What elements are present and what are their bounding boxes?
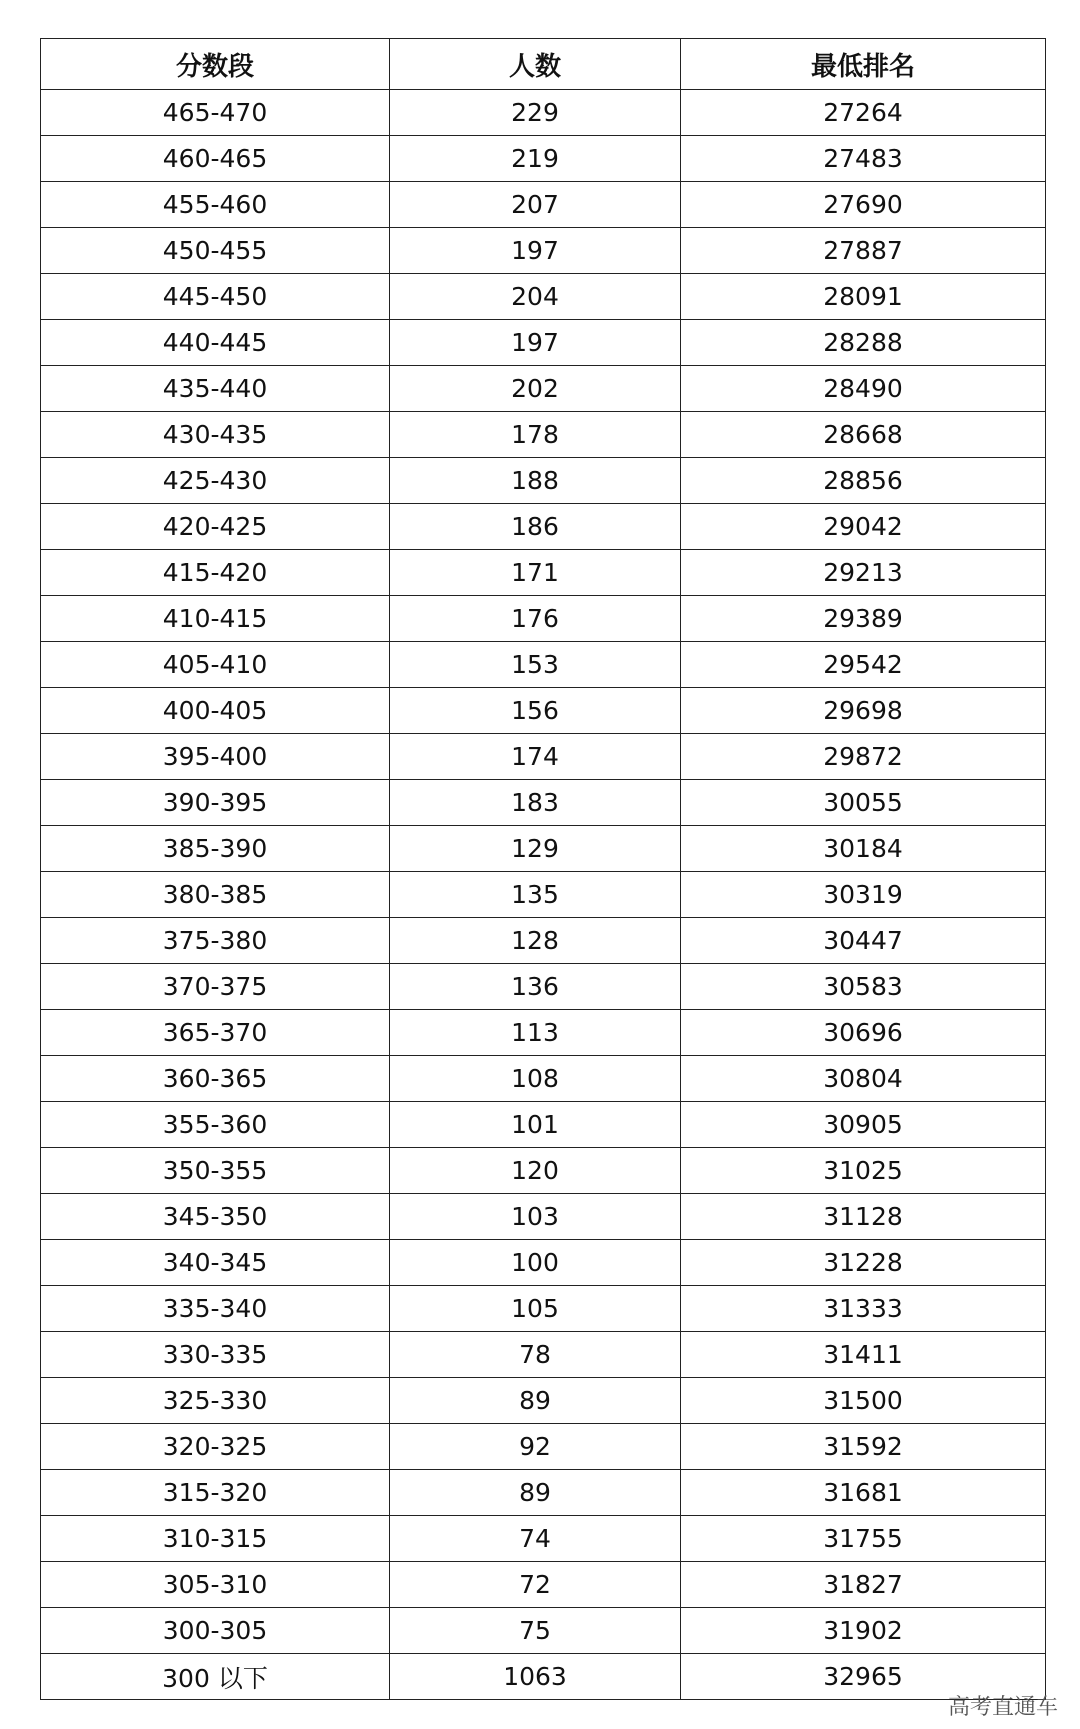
header-count: 人数: [390, 39, 681, 90]
cell-count: 105: [390, 1286, 681, 1332]
cell-score-range: 345-350: [41, 1194, 390, 1240]
cell-count: 89: [390, 1378, 681, 1424]
table-row: [41, 1378, 1046, 1424]
cell-score-range: 380-385: [41, 872, 390, 918]
cell-score-range: 365-370: [41, 1010, 390, 1056]
table-row: [41, 366, 1046, 412]
cell-lowest-rank: 29389: [681, 596, 1046, 642]
cell-score-range: 390-395: [41, 780, 390, 826]
score-rank-table: [40, 38, 1046, 1700]
cell-lowest-rank: 31025: [681, 1148, 1046, 1194]
cell-lowest-rank: 28091: [681, 274, 1046, 320]
cell-count: 207: [390, 182, 681, 228]
cell-count: 156: [390, 688, 681, 734]
table-row: [41, 1516, 1046, 1562]
table-row: [41, 274, 1046, 320]
cell-count: 113: [390, 1010, 681, 1056]
cell-count: 183: [390, 780, 681, 826]
cell-lowest-rank: 27887: [681, 228, 1046, 274]
cell-count: 153: [390, 642, 681, 688]
cell-score-range: 350-355: [41, 1148, 390, 1194]
cell-score-range: 385-390: [41, 826, 390, 872]
cell-lowest-rank: 28490: [681, 366, 1046, 412]
table-row: [41, 1010, 1046, 1056]
cell-lowest-rank: 30184: [681, 826, 1046, 872]
cell-lowest-rank: 30696: [681, 1010, 1046, 1056]
table-row: [41, 734, 1046, 780]
cell-lowest-rank: 27690: [681, 182, 1046, 228]
cell-count: 100: [390, 1240, 681, 1286]
cell-score-range: 465-470: [41, 90, 390, 136]
table-body: [41, 90, 1046, 1700]
table-row: [41, 1102, 1046, 1148]
table-row: [41, 504, 1046, 550]
table-row: [41, 1562, 1046, 1608]
table-row: [41, 412, 1046, 458]
header-lowest-rank: 最低排名: [681, 39, 1046, 90]
table-row: [41, 228, 1046, 274]
cell-score-range: 315-320: [41, 1470, 390, 1516]
cell-lowest-rank: 29213: [681, 550, 1046, 596]
table-row: [41, 642, 1046, 688]
cell-count: 129: [390, 826, 681, 872]
cell-score-range: 400-405: [41, 688, 390, 734]
cell-count: 188: [390, 458, 681, 504]
cell-score-range: 300-305: [41, 1608, 390, 1654]
cell-count: 128: [390, 918, 681, 964]
cell-count: 229: [390, 90, 681, 136]
cell-score-range: 430-435: [41, 412, 390, 458]
cell-lowest-rank: 30055: [681, 780, 1046, 826]
table-row: [41, 1194, 1046, 1240]
cell-lowest-rank: 30905: [681, 1102, 1046, 1148]
cell-score-range: 410-415: [41, 596, 390, 642]
cell-count: 101: [390, 1102, 681, 1148]
table-row: [41, 1470, 1046, 1516]
cell-lowest-rank: 27483: [681, 136, 1046, 182]
cell-score-range: 460-465: [41, 136, 390, 182]
table-row: [41, 688, 1046, 734]
table-row: [41, 1332, 1046, 1378]
table-row: [41, 1424, 1046, 1470]
cell-score-range: 370-375: [41, 964, 390, 1010]
cell-lowest-rank: 27264: [681, 90, 1046, 136]
table-row: [41, 872, 1046, 918]
table-row: [41, 1608, 1046, 1654]
cell-lowest-rank: 28288: [681, 320, 1046, 366]
cell-count: 136: [390, 964, 681, 1010]
table-row: [41, 136, 1046, 182]
cell-score-range: 355-360: [41, 1102, 390, 1148]
cell-count: 120: [390, 1148, 681, 1194]
cell-lowest-rank: 30319: [681, 872, 1046, 918]
cell-lowest-rank: 29042: [681, 504, 1046, 550]
cell-count: 1063: [390, 1654, 681, 1700]
cell-count: 197: [390, 228, 681, 274]
cell-score-range: 300 以下: [41, 1654, 390, 1700]
cell-score-range: 395-400: [41, 734, 390, 780]
cell-score-range: 420-425: [41, 504, 390, 550]
table-row: [41, 90, 1046, 136]
table-row: [41, 1654, 1046, 1700]
cell-score-range: 320-325: [41, 1424, 390, 1470]
cell-lowest-rank: 32965: [681, 1654, 1046, 1700]
cell-count: 72: [390, 1562, 681, 1608]
table-row: [41, 918, 1046, 964]
cell-lowest-rank: 29872: [681, 734, 1046, 780]
cell-lowest-rank: 30583: [681, 964, 1046, 1010]
cell-count: 204: [390, 274, 681, 320]
cell-score-range: 455-460: [41, 182, 390, 228]
cell-score-range: 415-420: [41, 550, 390, 596]
table-row: [41, 1240, 1046, 1286]
cell-score-range: 330-335: [41, 1332, 390, 1378]
cell-score-range: 425-430: [41, 458, 390, 504]
cell-count: 74: [390, 1516, 681, 1562]
table-row: [41, 1148, 1046, 1194]
cell-lowest-rank: 31681: [681, 1470, 1046, 1516]
cell-lowest-rank: 31411: [681, 1332, 1046, 1378]
cell-score-range: 405-410: [41, 642, 390, 688]
cell-count: 103: [390, 1194, 681, 1240]
cell-count: 174: [390, 734, 681, 780]
cell-lowest-rank: 31755: [681, 1516, 1046, 1562]
cell-lowest-rank: 28856: [681, 458, 1046, 504]
cell-count: 75: [390, 1608, 681, 1654]
cell-count: 108: [390, 1056, 681, 1102]
table-row: [41, 1286, 1046, 1332]
cell-score-range: 335-340: [41, 1286, 390, 1332]
cell-count: 176: [390, 596, 681, 642]
cell-count: 89: [390, 1470, 681, 1516]
cell-lowest-rank: 29542: [681, 642, 1046, 688]
cell-lowest-rank: 31902: [681, 1608, 1046, 1654]
cell-count: 135: [390, 872, 681, 918]
cell-lowest-rank: 31128: [681, 1194, 1046, 1240]
cell-lowest-rank: 31827: [681, 1562, 1046, 1608]
cell-count: 78: [390, 1332, 681, 1378]
cell-count: 186: [390, 504, 681, 550]
cell-score-range: 445-450: [41, 274, 390, 320]
cell-lowest-rank: 31228: [681, 1240, 1046, 1286]
table-row: [41, 780, 1046, 826]
cell-count: 219: [390, 136, 681, 182]
cell-score-range: 325-330: [41, 1378, 390, 1424]
table-row: [41, 458, 1046, 504]
cell-count: 92: [390, 1424, 681, 1470]
cell-lowest-rank: 31333: [681, 1286, 1046, 1332]
cell-lowest-rank: 30804: [681, 1056, 1046, 1102]
table-row: [41, 550, 1046, 596]
table-row: [41, 964, 1046, 1010]
cell-count: 178: [390, 412, 681, 458]
table-row: [41, 826, 1046, 872]
cell-lowest-rank: 31500: [681, 1378, 1046, 1424]
cell-score-range: 440-445: [41, 320, 390, 366]
header-score-range: 分数段: [41, 39, 390, 90]
cell-lowest-rank: 31592: [681, 1424, 1046, 1470]
table-row: [41, 182, 1046, 228]
cell-lowest-rank: 28668: [681, 412, 1046, 458]
cell-lowest-rank: 29698: [681, 688, 1046, 734]
cell-count: 171: [390, 550, 681, 596]
cell-count: 197: [390, 320, 681, 366]
cell-score-range: 375-380: [41, 918, 390, 964]
cell-score-range: 450-455: [41, 228, 390, 274]
table-row: [41, 596, 1046, 642]
table-row: [41, 320, 1046, 366]
cell-score-range: 360-365: [41, 1056, 390, 1102]
watermark-text: 高考直通车: [947, 1695, 1058, 1720]
cell-score-range: 305-310: [41, 1562, 390, 1608]
cell-lowest-rank: 30447: [681, 918, 1046, 964]
cell-score-range: 435-440: [41, 366, 390, 412]
table-header-row: [41, 39, 1046, 90]
cell-count: 202: [390, 366, 681, 412]
table-row: [41, 1056, 1046, 1102]
cell-score-range: 310-315: [41, 1516, 390, 1562]
cell-score-range: 340-345: [41, 1240, 390, 1286]
